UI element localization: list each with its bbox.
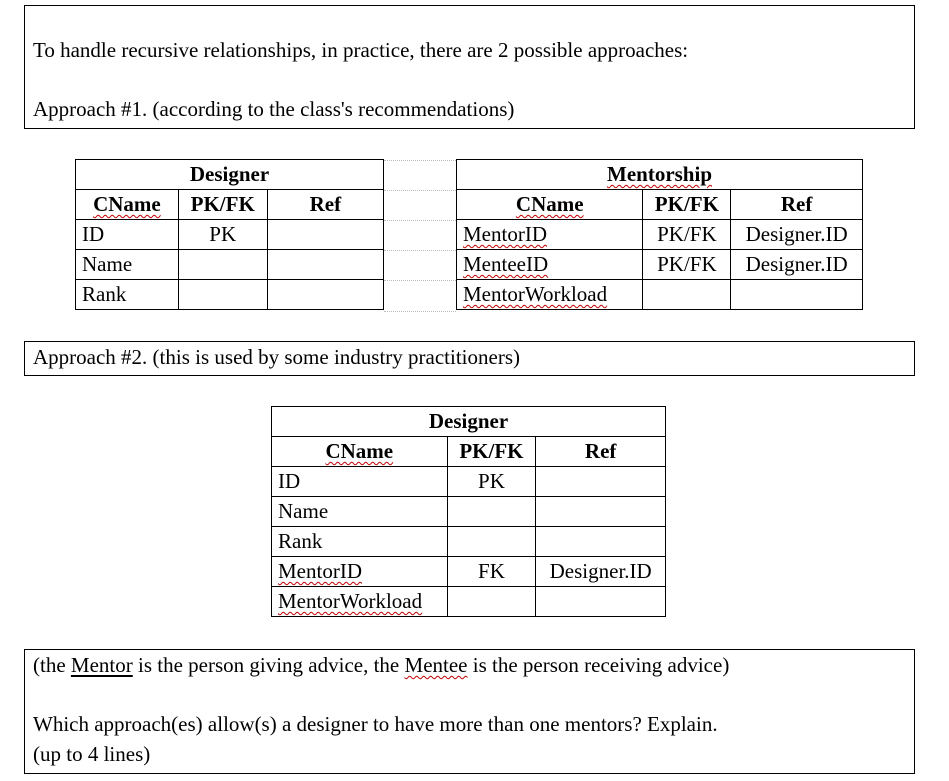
table-title: Designer — [76, 160, 384, 190]
cell-pkfk: PK — [447, 467, 536, 497]
approach2-box — [24, 341, 915, 376]
table-row — [457, 220, 863, 250]
mentor-term: Mentor — [70, 653, 133, 677]
cell-cname: Name — [272, 497, 448, 527]
cell-pkfk: PK/FK — [643, 220, 731, 250]
table-row — [457, 250, 863, 280]
column-header: CName — [76, 190, 179, 220]
column-header: Ref — [267, 190, 383, 220]
intro-text: To handle recursive relationships, in practice, there are 2 possible approaches: — [33, 38, 689, 62]
approach1-designer-table — [75, 159, 384, 310]
approach2-designer-table — [271, 406, 666, 617]
cell-cname: MentorID — [272, 557, 448, 587]
table-row — [76, 280, 384, 310]
cell-ref — [267, 220, 383, 250]
approach1-label: Approach #1. (according to the class's recommendations) — [33, 97, 515, 121]
cell-cname: MentorWorkload — [272, 587, 448, 617]
approach2-label: Approach #2. (this is used by some industry practitioners) — [33, 345, 520, 369]
table-row — [272, 527, 666, 557]
cell-pkfk — [178, 280, 267, 310]
column-header: Ref — [731, 190, 863, 220]
intro-box — [24, 5, 915, 129]
note-text: is the person giving advice, the — [132, 653, 405, 677]
cell-pkfk — [447, 497, 536, 527]
grid-dotted — [384, 160, 456, 161]
cell-pkfk — [447, 527, 536, 557]
approach1-mentorship-table — [456, 159, 863, 310]
cell-pkfk — [178, 250, 267, 280]
table-row — [272, 497, 666, 527]
mentee-term: Mentee — [404, 653, 468, 677]
cell-ref: Designer.ID — [536, 557, 666, 587]
cell-ref — [536, 527, 666, 557]
table-title: Designer — [272, 407, 666, 437]
cell-ref — [536, 467, 666, 497]
cell-cname: ID — [76, 220, 179, 250]
table-row — [76, 220, 384, 250]
cell-cname: Name — [76, 250, 179, 280]
grid-dotted — [384, 280, 456, 281]
column-header: Ref — [536, 437, 666, 467]
cell-pkfk: PK/FK — [643, 250, 731, 280]
cell-cname: Rank — [272, 527, 448, 557]
question-text: Which approach(es) allow(s) a designer to have more than one mentors? Explain. — [33, 712, 718, 736]
grid-dotted — [384, 220, 456, 221]
question-box — [24, 649, 915, 774]
table-row — [457, 280, 863, 310]
column-header: PK/FK — [447, 437, 536, 467]
cell-ref — [536, 497, 666, 527]
cell-ref — [267, 250, 383, 280]
cell-ref — [267, 280, 383, 310]
table-row — [76, 250, 384, 280]
cell-pkfk — [643, 280, 731, 310]
cell-pkfk: FK — [447, 557, 536, 587]
column-header: CName — [457, 190, 643, 220]
cell-cname: MentorWorkload — [457, 280, 643, 310]
note-text: is the person receiving advice) — [467, 653, 730, 677]
cell-pkfk — [447, 587, 536, 617]
column-header: PK/FK — [178, 190, 267, 220]
line-limit-text: (up to 4 lines) — [33, 742, 151, 766]
cell-ref: Designer.ID — [731, 220, 863, 250]
table-row — [272, 587, 666, 617]
cell-cname: Rank — [76, 280, 179, 310]
cell-cname: MenteeID — [457, 250, 643, 280]
definition-note — [33, 653, 729, 678]
cell-cname: MentorID — [457, 220, 643, 250]
cell-ref — [731, 280, 863, 310]
column-header: CName — [272, 437, 448, 467]
cell-pkfk: PK — [178, 220, 267, 250]
table-row — [272, 557, 666, 587]
cell-ref — [536, 587, 666, 617]
grid-dotted — [384, 311, 456, 312]
cell-ref: Designer.ID — [731, 250, 863, 280]
table-title: Mentorship — [457, 160, 863, 190]
grid-dotted — [384, 190, 456, 191]
note-text: (the — [33, 653, 71, 677]
cell-cname: ID — [272, 467, 448, 497]
column-header: PK/FK — [643, 190, 731, 220]
table-row — [272, 467, 666, 497]
grid-dotted — [384, 250, 456, 251]
